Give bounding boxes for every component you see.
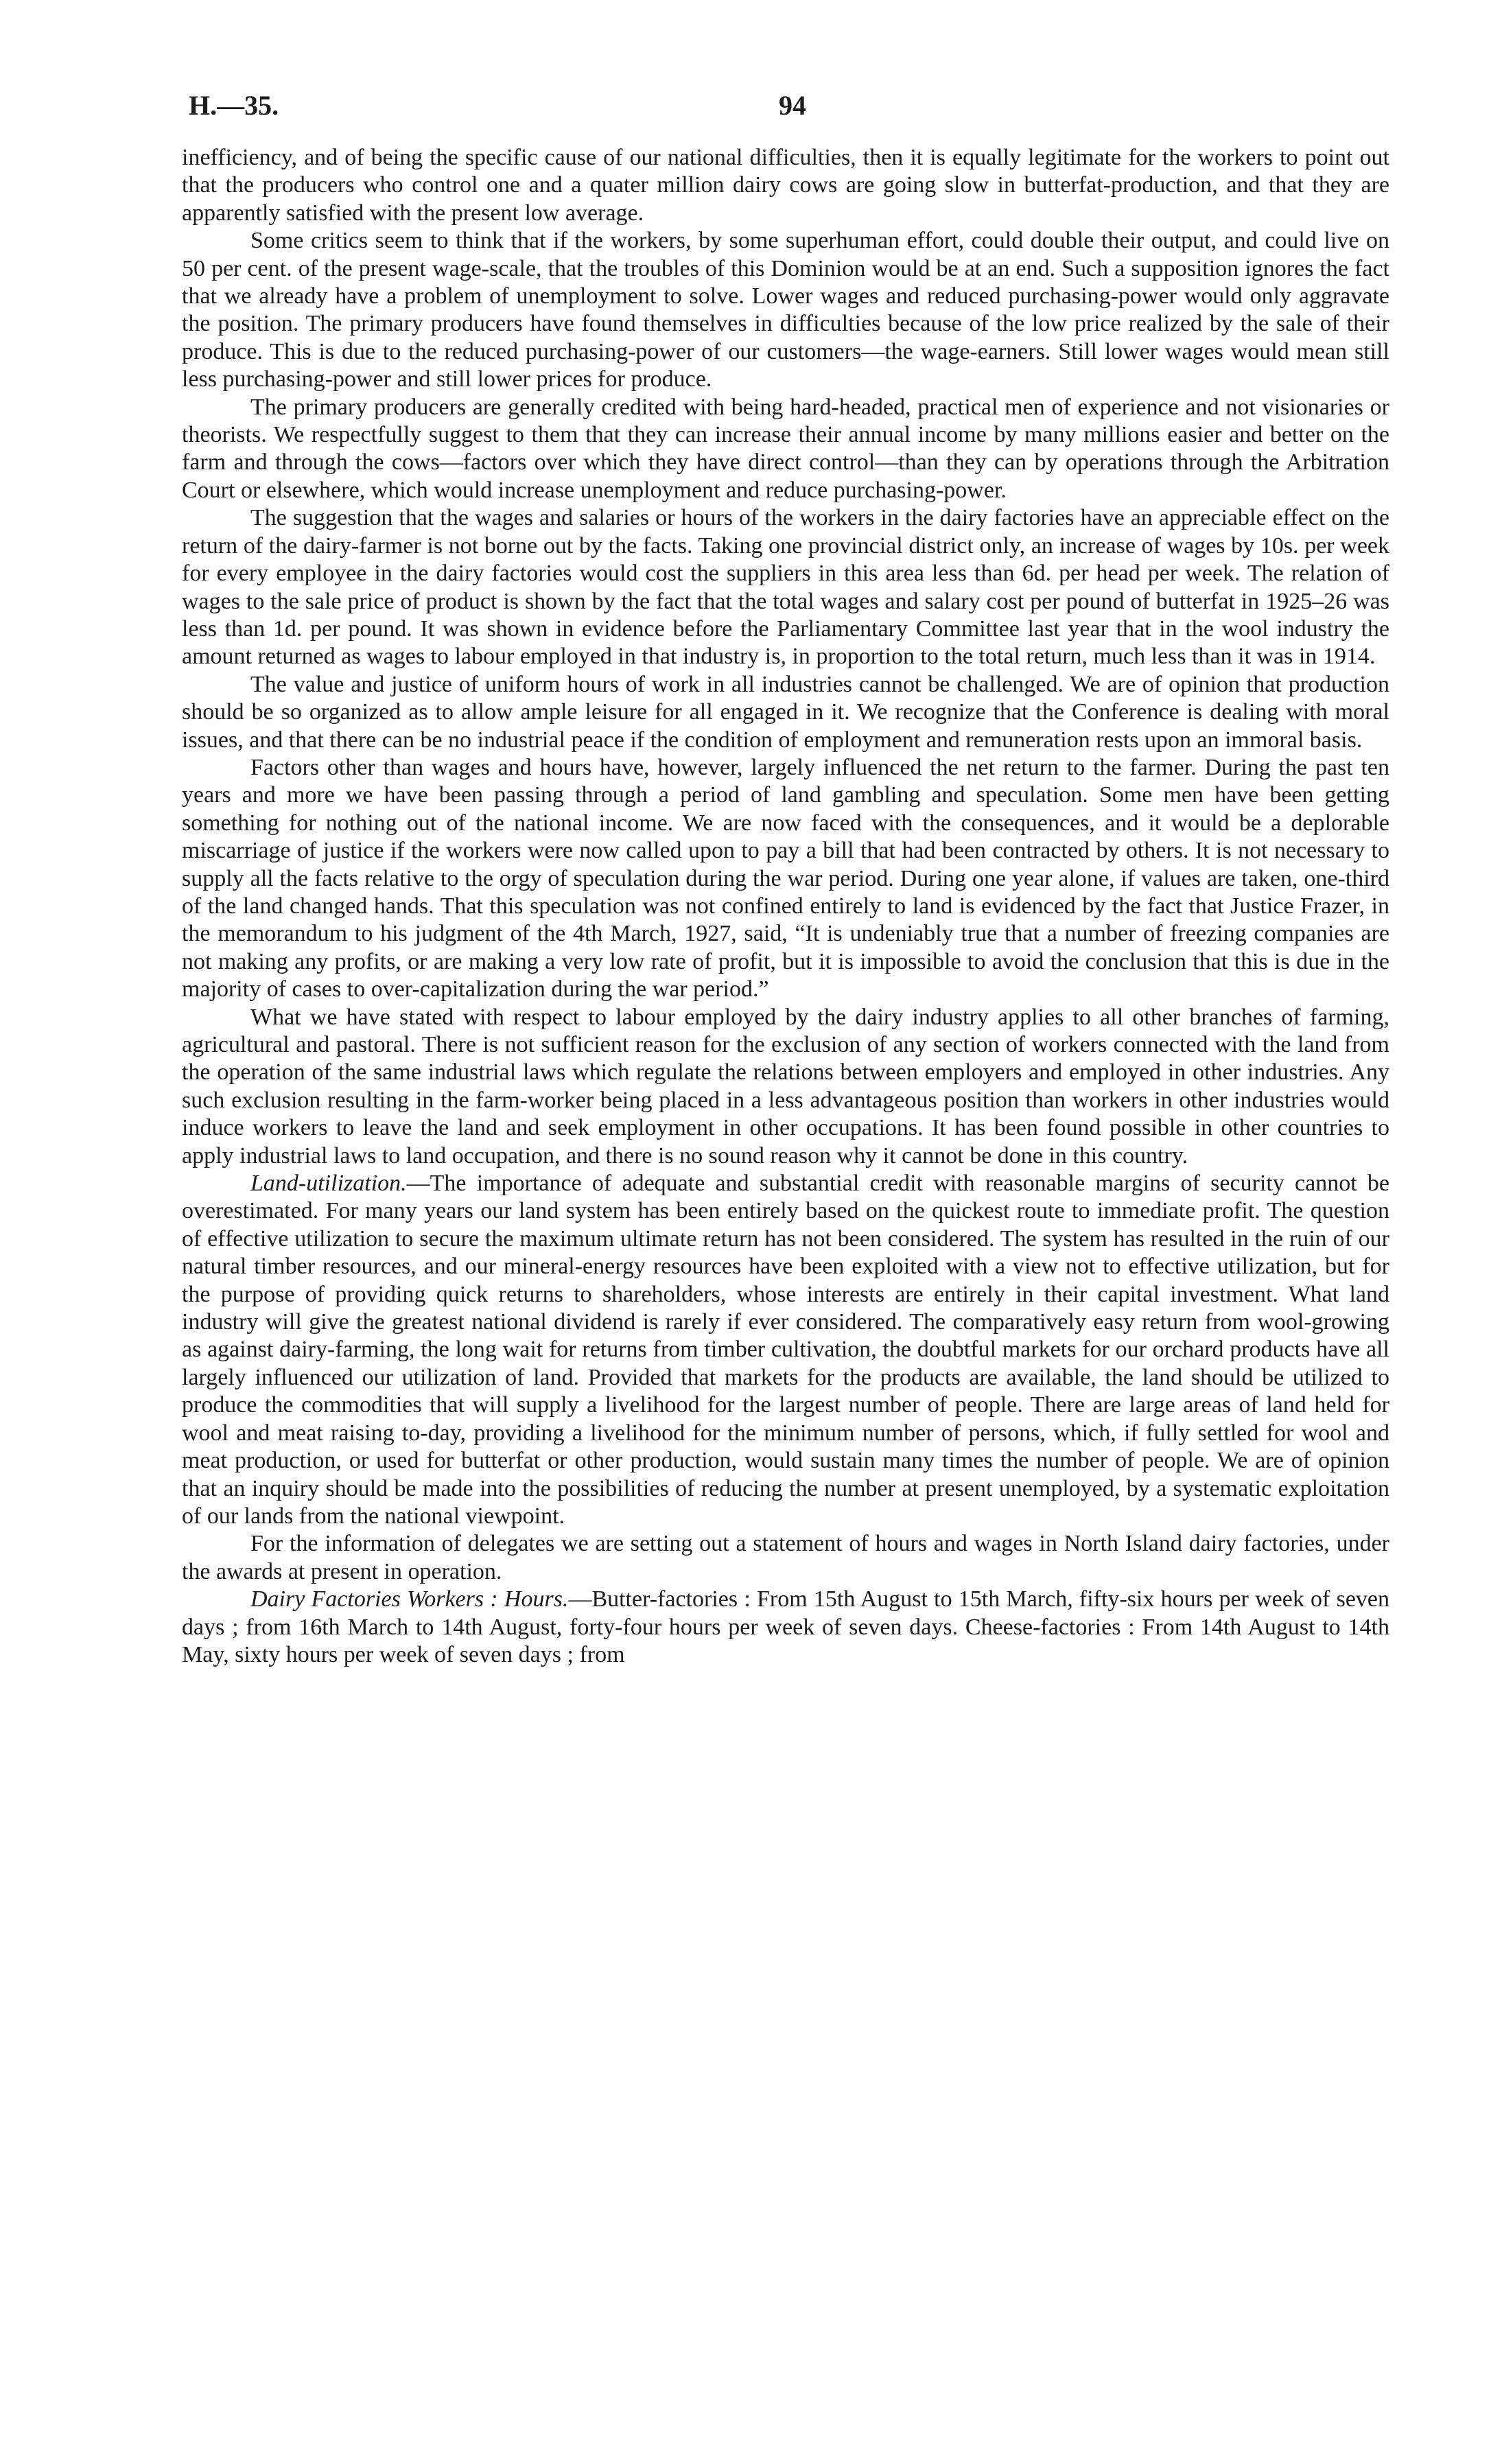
paragraph-5: The value and justice of uniform hours of work in all industries cannot be challenged. We are of opinion that production should be so organized as to allow ample leisure for all engaged in it. We recognize that the Conference is dealing with moral issues, and that there can be no industrial peace if the condition of employment and remuneration rests upon an immoral basis. <box>182 671 1389 753</box>
paragraph-lead-land-utilization: Land-utilization. <box>250 1171 407 1197</box>
paragraph-6: Factors other than wages and hours have, however, largely influenced the net return to the farmer. During the past ten years and more we have been passing through a period of land gambling and speculation. Some men have been getting something for nothing out of the national income. We are now faced with the consequences, and it would be a deplorable miscarriage of justice if the workers were now called upon to pay a bill that had been contracted by others. It is not necessary to supply all the facts relative to the orgy of speculation during the war period. During one year alone, if values are taken, one-third of the land changed hands. That this speculation was not confined entirely to land is evidenced by the fact that Justice Frazer, in the memorandum to his judgment of the 4th March, 1927, said, “It is undeniably true that a number of freezing companies are not making any profits, or are making a very low rate of profit, but it is impossible to avoid the conclusion that this is due in the majority of cases to over-capitalization during the war period.” <box>182 754 1389 1002</box>
paragraph-dairy-factories-hours: Dairy Factories Workers : Hours.—Butter-factories : From 15th August to 15th March, fifty-six hours per week of seven days ; from 16th March to 14th August, forty-four hours per week of seven days. Cheese-factories : From 14th August to 14th May, sixty hours per week of seven days ; from <box>182 1586 1389 1667</box>
paragraph-1: inefficiency, and of being the specific cause of our national difficulties, then it is equally legitimate for the workers to point out that the producers who control one and a quater million dairy cows are going slow in butterfat-production, and that they are apparently satisfied with the present low average. <box>182 145 1389 226</box>
paragraph-7: What we have stated with respect to labour employed by the dairy industry applies to all other branches of farming, agricultural and pastoral. There is not sufficient reason for the exclusion of any section of workers connected with the land from the operation of the same industrial laws which regulate the relations between employers and employed in other industries. Any such exclusion resulting in the farm-worker being placed in a less advantageous position than workers in other industries would induce workers to leave the land and seek employment in other occupations. It has been found possible in other countries to apply industrial laws to land occupation, and there is no sound reason why it cannot be done in this country. <box>182 1004 1389 1169</box>
paragraph-4: The suggestion that the wages and salaries or hours of the workers in the dairy factories have an appreciable effect on the return of the dairy-farmer is not borne out by the facts. Taking one provincial district only, an increase of wages by 10s. per week for every employee in the dairy factories would cost the suppliers in this area less than 6d. per head per week. The relation of wages to the sale price of product is shown by the fact that the total wages and salary cost per pound of butterfat in 1925–26 was less than 1d. per pound. It was shown in evidence before the Parliamentary Committee last year that in the wool industry the amount returned as wages to labour employed in that industry is, in proportion to the total return, much less than it was in 1914. <box>182 505 1389 670</box>
paragraph-3: The primary producers are generally credited with being hard-headed, practical men of experience and not visionaries or theorists. We respectfully suggest to them that they can increase their annual income by many millions easier and better on the farm and through the cows—factors over which they have direct control—than they can by operations through the Arbitration Court or elsewhere, which would increase unemployment and reduce purchasing-power. <box>182 394 1389 503</box>
paragraph-2: Some critics seem to think that if the workers, by some superhuman effort, could double their output, and could live on 50 per cent. of the present wage-scale, that the troubles of this Dominion would be at an end. Such a supposition ignores the fact that we already have a problem of unemployment to solve. Lower wages and reduced purchasing-power would only aggravate the position. The primary producers have found themselves in difficulties because of the low price realized by the sale of their produce. This is due to the reduced purchasing-power of our customers—the wage-earners. Still lower wages would mean still less purchasing-power and still lower prices for produce. <box>182 228 1389 392</box>
document-page <box>182 89 1389 1669</box>
page-number: 94 <box>779 90 806 121</box>
paragraph-land-utilization: Land-utilization.—The importance of adequate and substantial credit with reasonable margins of security cannot be overestimated. For many years our land system has been entirely based on the quickest route to immediate profit. The question of effective utilization to secure the maximum ultimate return has not been considered. The system has resulted in the ruin of our natural timber resources, and our mineral-energy resources have been exploited with a view not to effective utilization, but for the purpose of providing quick returns to shareholders, whose interests are entirely in their capital investment. What land industry will give the greatest national dividend is rarely if ever considered. The comparatively easy return from wool-growing as against dairy-farming, the long wait for returns from timber cultivation, the doubtful markets for our orchard products have all largely influenced our utilization of land. Provided that markets for the products are available, the land should be utilized to produce the commodities that will supply a livelihood for the largest number of people. There are large areas of land held for wool and meat raising to-day, providing a livelihood for the minimum number of persons, which, if fully settled for wool and meat production, or used for butterfat or other production, would sustain many times the number of people. We are of opinion that an inquiry should be made into the possibilities of reducing the number at present unemployed, by a systematic exploitation of our lands from the national viewpoint. <box>182 1171 1389 1529</box>
document-reference: H.—35. <box>189 90 279 121</box>
page-header <box>182 89 1389 130</box>
paragraph-9: For the information of delegates we are setting out a statement of hours and wages in North Island dairy factories, under the awards at present in operation. <box>182 1531 1389 1584</box>
body-text <box>182 144 1389 1669</box>
paragraph-lead-dairy-factories-hours: Dairy Factories Workers : Hours. <box>250 1586 569 1612</box>
